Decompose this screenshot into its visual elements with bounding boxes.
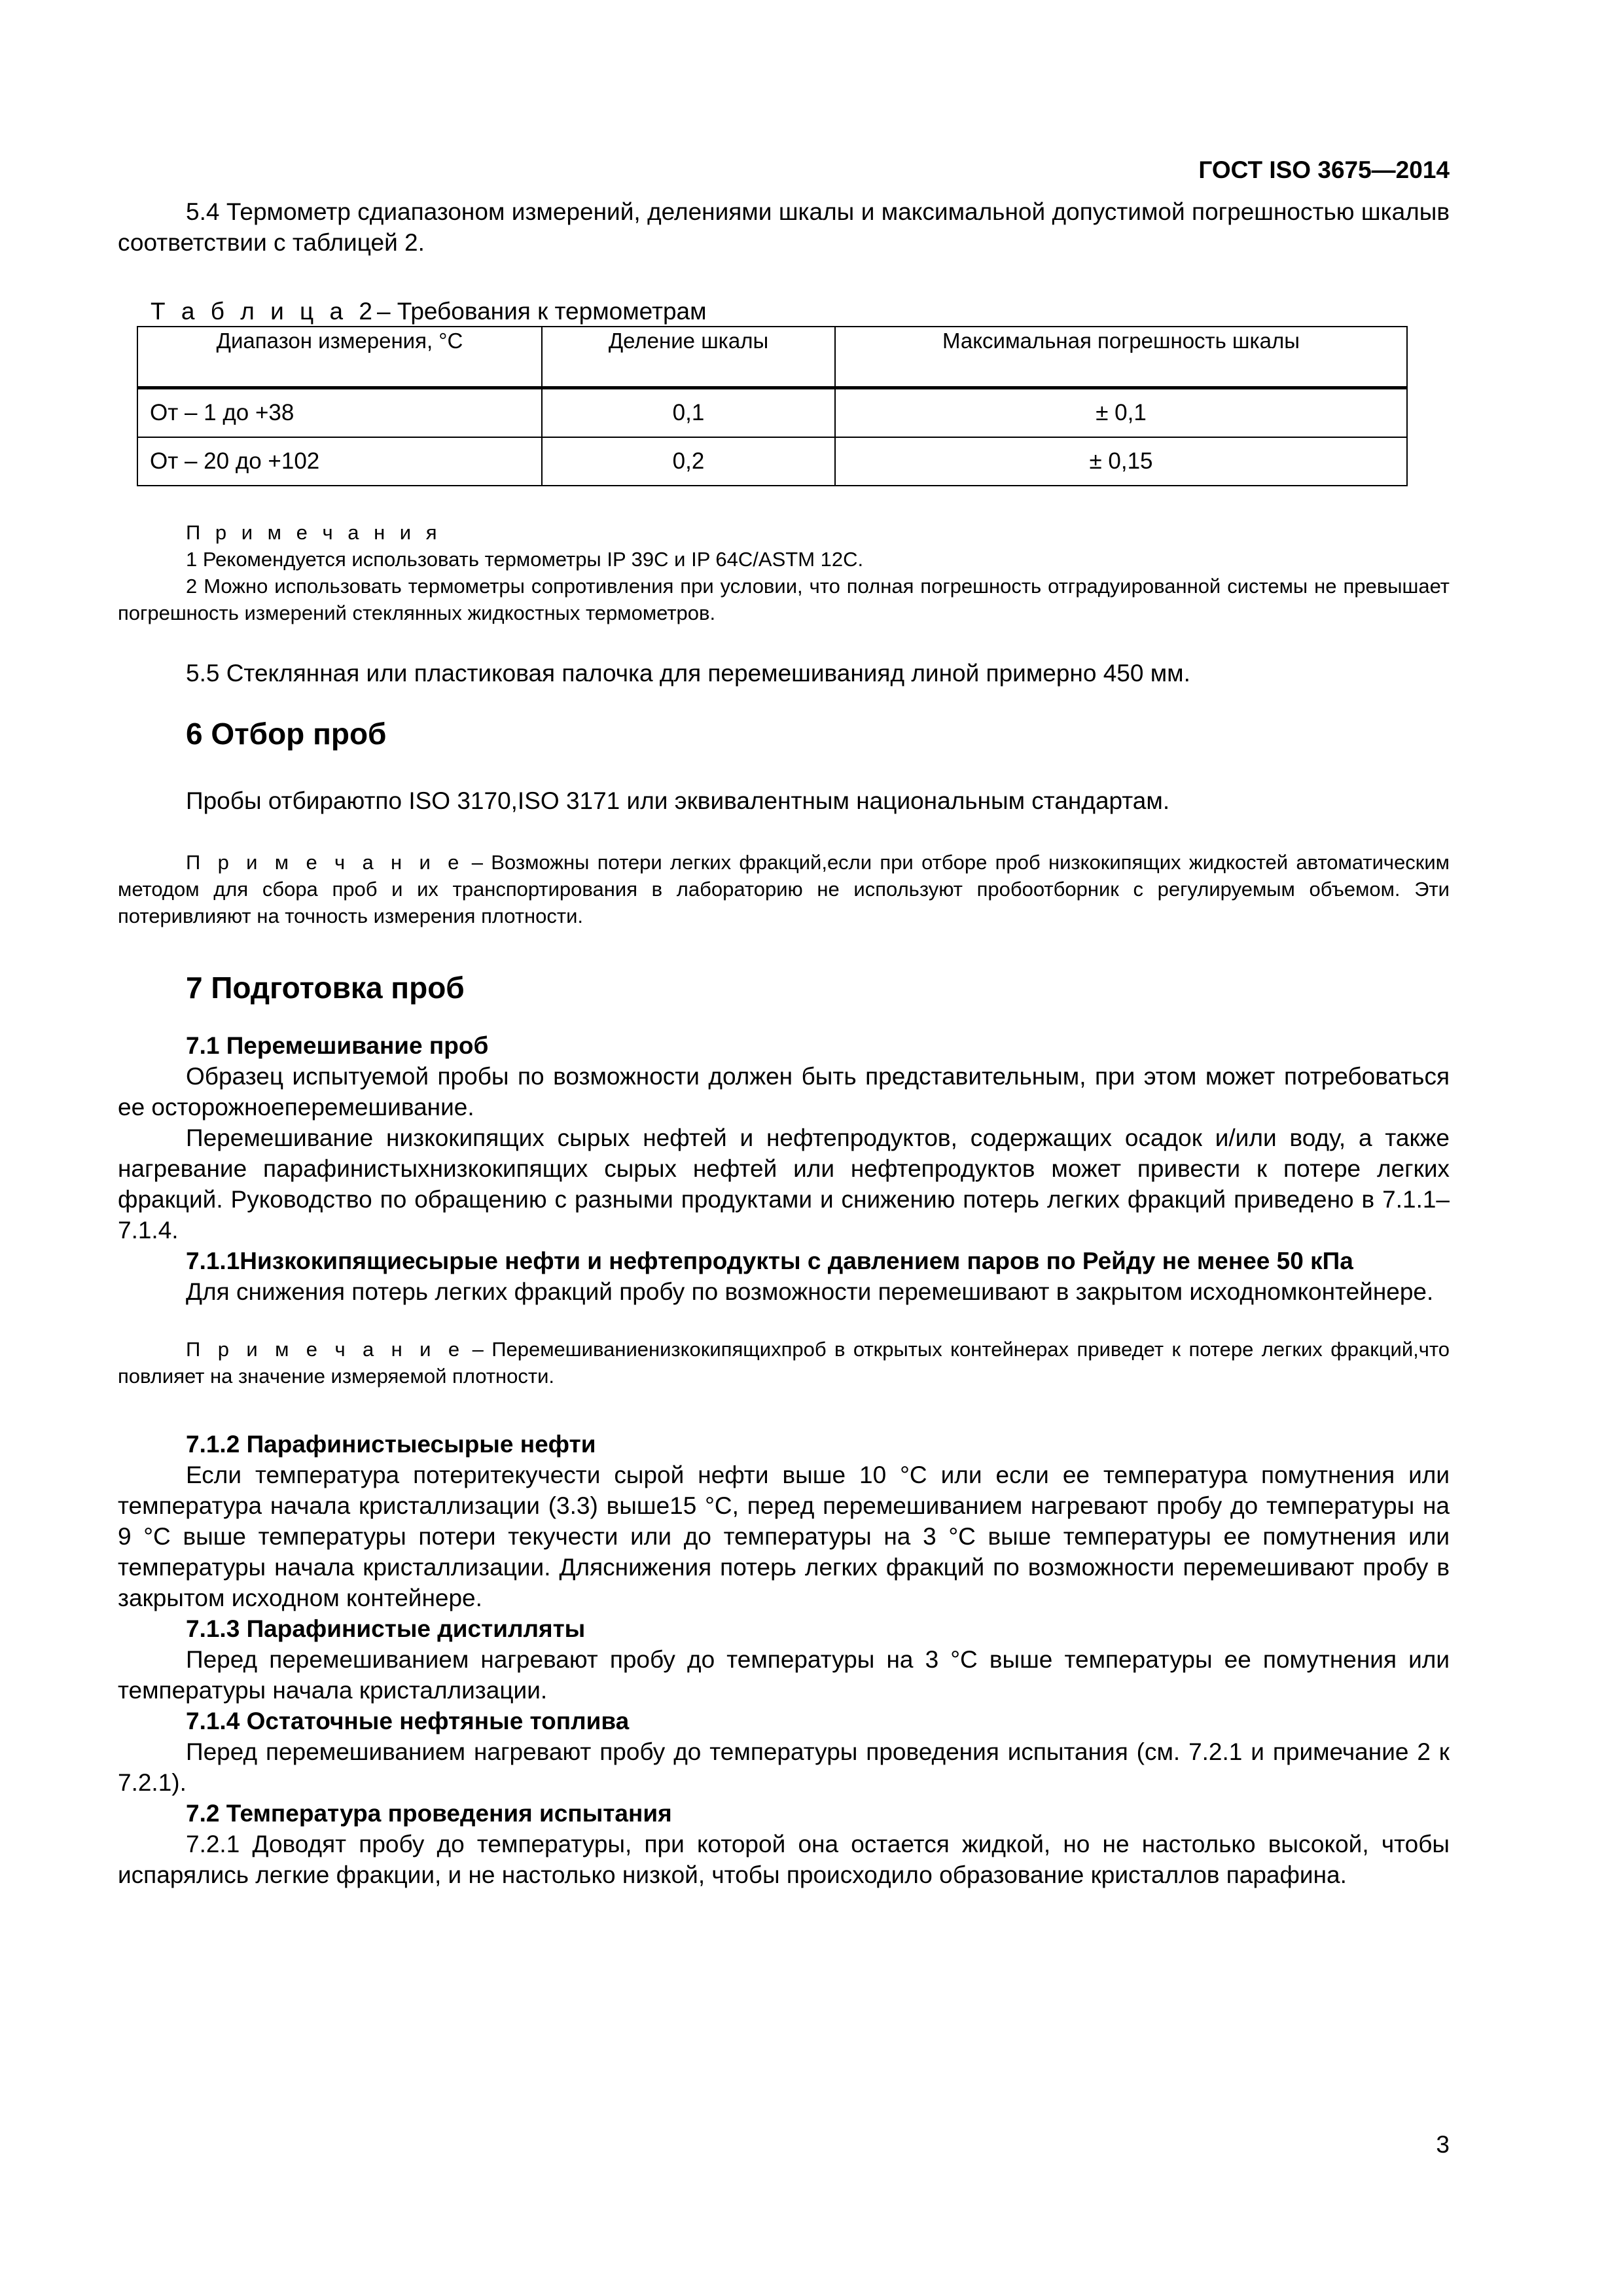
cell-max-error: ± 0,15	[835, 437, 1407, 486]
note-text: – Перемешиваниенизкокипящихпроб в открытых контейнерах приведет к потере легких фракций,что повлияет на значение измеряемой плотности.	[118, 1338, 1450, 1388]
table-row	[137, 388, 1407, 438]
clause-7-1-4-heading: 7.1.4 Остаточные нефтяные топлива	[186, 1708, 630, 1734]
table-caption	[118, 297, 1450, 326]
note-2: 2 Можно использовать термометры сопротивления при условии, что полная погрешность отградуированной системы не превышает погрешность измерений стеклянных жидкостных термометров.	[118, 575, 1450, 624]
note-1: 1 Рекомендуется использовать термометры IP 39C и IP 64C/ASTM 12C.	[186, 548, 864, 571]
clause-7-1-2-heading: 7.1.2 Парафинистыесырые нефти	[186, 1431, 596, 1458]
table-caption-title: – Требования к термометрам	[376, 298, 707, 325]
clause-7-2-heading: 7.2 Температура проведения испытания	[186, 1800, 672, 1827]
thermometer-table	[137, 326, 1408, 486]
section-6-heading: 6 Отбор проб	[186, 717, 387, 751]
header-division: Деление шкалы	[542, 327, 835, 388]
clause-7-1-text-b: Перемешивание низкокипящих сырых нефтей и нефтепродуктов, содержащих осадок и/или воду, а также нагревание парафинистыхнизкокипящих сырых нефтей или нефтепродуктов может привести к потере легких фракций. Руководство по обращению с разными продуктами и снижению потерь легких фракций приведено в 7.1.1–7.1.4.	[118, 1124, 1450, 1244]
section-6-text: Пробы отбираютпо ISO 3170,ISO 3171 или эквивалентным национальным стандартам.	[186, 787, 1170, 814]
page-number: 3	[1436, 2131, 1450, 2158]
table-header-row	[137, 327, 1407, 388]
note-label: П р и м е ч а н и е	[186, 851, 464, 874]
clause-7-1-3-text: Перед перемешиванием нагревают пробу до температуры на 3 °С выше температуры ее помутнения или температуры начала кристаллизации.	[118, 1646, 1450, 1704]
cell-division: 0,1	[542, 388, 835, 438]
notes-title: П р и м е ч а н и я	[186, 521, 442, 544]
note-text: – Возможны потери легких фракций,если при отборе проб низкокипящих жидкостей автоматическим методом для сбора проб и их транспортирования в лабораторию не используют пробоотборник с регулируемым объемом. Эти потеривлияют на точность измерения плотности.	[118, 851, 1450, 927]
clause-7-2-1-text: 7.2.1 Доводят пробу до температуры, при которой она остается жидкой, но не настолько высокой, чтобы испарялись легкие фракции, и не настолько низкой, чтобы происходило образование кристаллов парафина.	[118, 1831, 1450, 1888]
clause-7-1-3-heading: 7.1.3 Парафинистые дистилляты	[186, 1615, 586, 1642]
cell-division: 0,2	[542, 437, 835, 486]
clause-7-1-heading: 7.1 Перемешивание проб	[186, 1032, 489, 1059]
clause-7-1-1-text: Для снижения потерь легких фракций пробу по возможности перемешивают в закрытом исходномконтейнере.	[186, 1278, 1434, 1305]
header-range: Диапазон измерения, °C	[137, 327, 542, 388]
section-6-note	[118, 849, 1450, 929]
note-label: П р и м е ч а н и е	[186, 1338, 465, 1361]
section-7-heading: 7 Подготовка проб	[186, 971, 465, 1005]
standard-header: ГОСТ ISO 3675—2014	[1198, 156, 1450, 183]
cell-range: От – 20 до +102	[137, 437, 542, 486]
clause-5-5: 5.5 Стеклянная или пластиковая палочка для перемешиванияд линой примерно 450 мм.	[186, 660, 1190, 687]
clause-7-1-2-text: Если температура потеритекучести сырой нефти выше 10 °С или если ее температура помутнения или температура начала кристаллизации (3.3) выше15 °С, перед перемешиванием нагревают пробу до температуры на 9 °С выше температуры потери текучести или до температуры на 3 °С выше температуры ее помутнения или температуры начала кристаллизации. Дляснижения потерь легких фракций по возможности перемешивают пробу в закрытом исходном контейнере.	[118, 1462, 1450, 1611]
clause-7-1-text-a: Образец испытуемой пробы по возможности должен быть представительным, при этом может потребоваться ее осторожноеперемешивание.	[118, 1063, 1450, 1121]
clause-7-1-4-text: Перед перемешиванием нагревают пробу до температуры проведения испытания (см. 7.2.1 и примечание 2 к 7.2.1).	[118, 1738, 1450, 1796]
page-content	[118, 156, 1450, 1890]
table-row	[137, 437, 1407, 486]
clause-5-4: 5.4 Термометр сдиапазоном измерений, делениями шкалы и максимальной допустимой погрешностью шкалыв соответствии с таблицей 2.	[118, 198, 1450, 256]
clause-7-1-1-heading: 7.1.1Низкокипящиесырые нефти и нефтепродукты с давлением паров по Рейду не менее 50 кПа	[186, 1247, 1353, 1274]
header-max-error: Максимальная погрешность шкалы	[835, 327, 1407, 388]
cell-max-error: ± 0,1	[835, 388, 1407, 438]
table-caption-label: Т а б л и ц а 2	[151, 298, 377, 325]
clause-7-1-1-note	[118, 1336, 1450, 1390]
cell-range: От – 1 до +38	[137, 388, 542, 438]
